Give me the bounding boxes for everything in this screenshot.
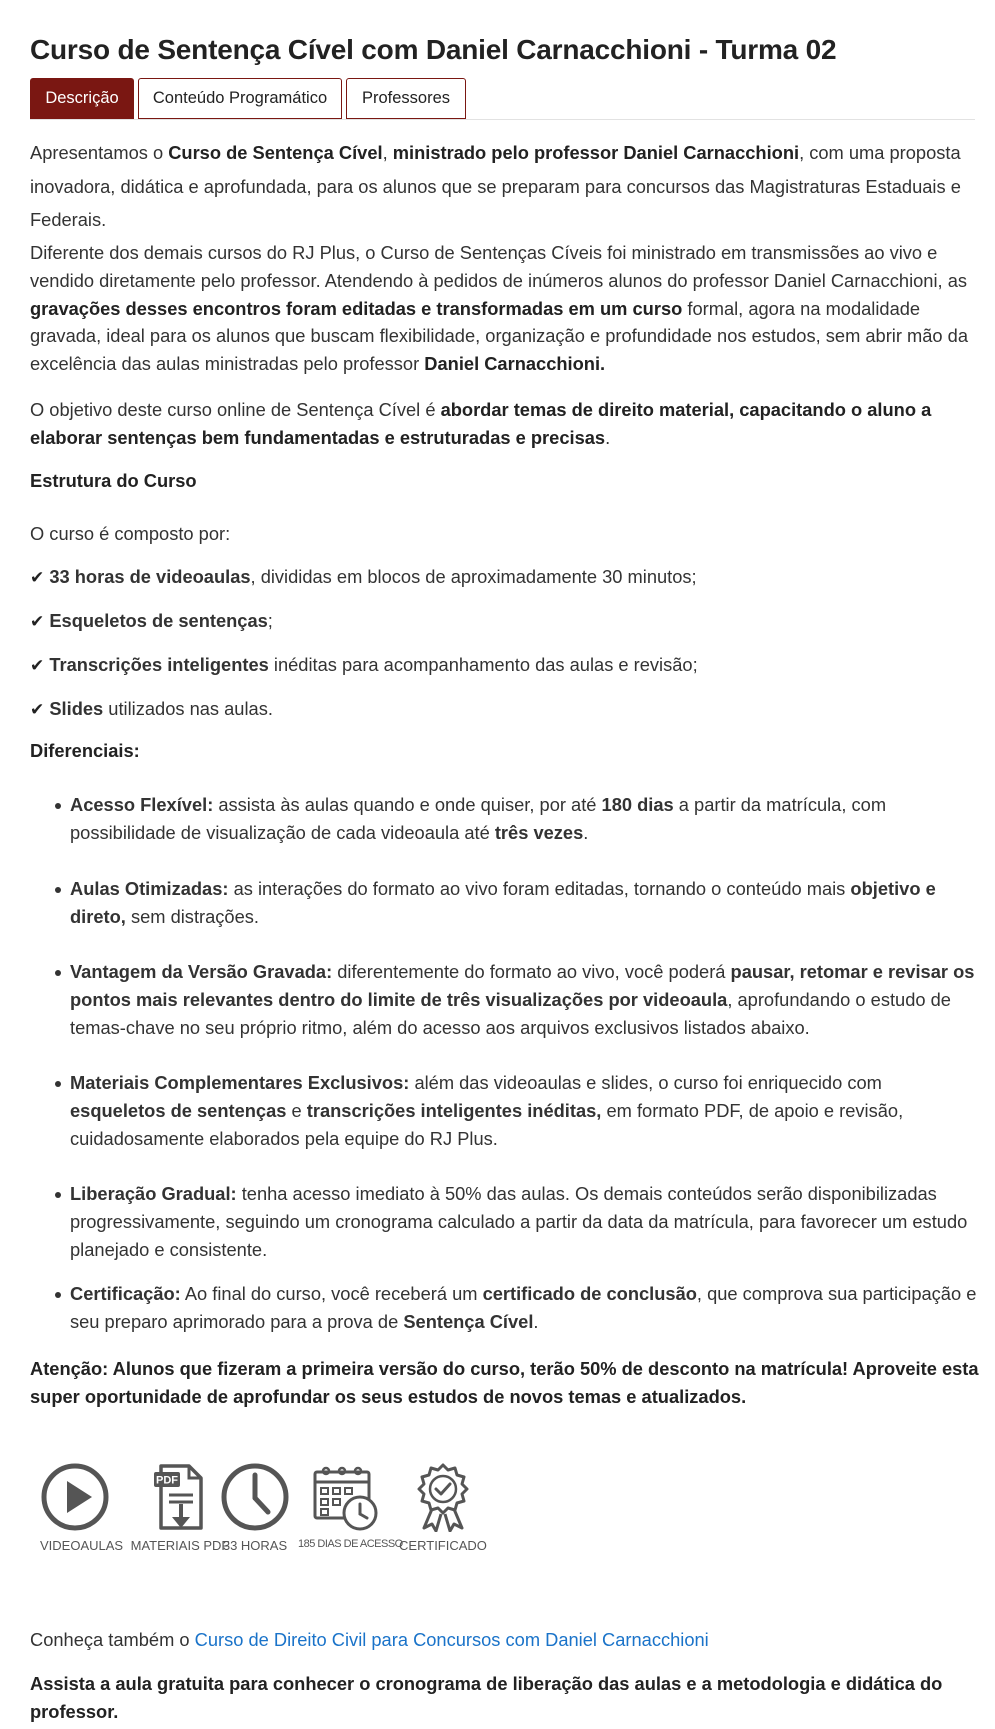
feature-label: VIDEOAULAS <box>40 1538 124 1553</box>
differential-item <box>70 791 980 847</box>
bold-text: pausar, retomar e revisar os pontos mais relevantes dentro do limite de três visualizações por videoaula <box>70 961 975 1010</box>
text: . <box>533 1310 539 1332</box>
bold-text: 180 dias <box>601 794 674 815</box>
direito-civil-course-link[interactable]: Curso de Direito Civil para Concursos com Daniel Carnacchioni <box>194 1629 709 1650</box>
checklist-item <box>30 607 980 636</box>
course-features <box>30 1462 550 1562</box>
bold-text: ministrado pelo professor Daniel Carnacchioni <box>392 142 800 163</box>
differential-item <box>70 875 980 931</box>
text: . <box>605 426 611 448</box>
structure-heading: Estrutura do Curso <box>30 470 197 491</box>
feature-label: 33 HORAS <box>222 1538 288 1553</box>
feature-label: CERTIFICADO <box>399 1538 487 1553</box>
also-see-paragraph <box>30 1626 980 1654</box>
checkmark-icon: ✔ <box>30 700 45 720</box>
text: assista às aulas quando e onde quiser, por até <box>213 794 602 815</box>
clock-icon <box>220 1462 290 1532</box>
text: . <box>583 821 589 843</box>
bold-text: Acesso Flexível: <box>70 794 214 815</box>
bold-text: Slides <box>49 698 104 719</box>
differential-item <box>70 958 980 1041</box>
feature-185-dias <box>298 1462 403 1550</box>
page-title: Curso de Sentença Cível com Daniel Carnacchioni - Turma 02 <box>30 34 837 65</box>
bold-text: Transcrições inteligentes <box>49 654 269 675</box>
text: diferentemente do formato ao vivo, você poderá <box>332 961 731 982</box>
bold-text: certificado de conclusão <box>482 1283 697 1304</box>
intro-paragraph <box>30 136 980 237</box>
bold-text: gravações desses encontros foram editadas e transformadas em um curso <box>30 297 683 319</box>
bold-text: esqueletos de sentenças <box>70 1099 287 1121</box>
tab-professores[interactable]: Professores <box>346 78 466 119</box>
text: , aprofundando o estudo de temas-chave no seu próprio ritmo, além do acesso aos arquivos exclusivos listados abaixo. <box>70 988 951 1038</box>
text: Conheça também o <box>30 1629 195 1650</box>
tab-conteudo-programatico[interactable]: Conteúdo Programático <box>138 78 342 119</box>
text: Ao final do curso, você receberá um <box>180 1283 483 1304</box>
bold-text: transcrições inteligentes inéditas, <box>306 1099 602 1121</box>
differential-item <box>70 1180 980 1263</box>
certificate-badge-icon <box>408 1462 478 1532</box>
bold-text: 33 horas de videoaulas <box>49 566 251 587</box>
text: Apresentamos o <box>30 142 169 163</box>
bold-text: Daniel Carnacchioni. <box>424 353 606 375</box>
feature-videoaulas <box>40 1462 124 1553</box>
text: e <box>286 1099 307 1121</box>
bold-text: três vezes <box>494 821 584 843</box>
objective-paragraph <box>30 396 980 452</box>
feature-label: MATERIAIS PDF <box>130 1538 230 1553</box>
bold-text: objetivo e direto, <box>70 878 936 927</box>
pdf-badge-text: PDF <box>156 1474 178 1487</box>
attention-notice: Atenção: Alunos que fizeram a primeira versão do curso, terão 50% de desconto na matrícula! Aproveite esta super oportunidade de aprofundar os seus estudos de novos temas e atualizados. <box>30 1358 979 1407</box>
history-paragraph <box>30 239 980 378</box>
text: O objetivo deste curso online de Sentença Cível é <box>30 399 441 420</box>
text: , <box>382 142 393 163</box>
feature-33-horas <box>220 1462 290 1553</box>
feature-label: 185 DIAS DE ACESSO <box>298 1538 403 1550</box>
bold-text: Vantagem da Versão Gravada: <box>70 961 333 982</box>
text: Diferente dos demais cursos do RJ Plus, o Curso de Sentenças Cíveis foi ministrado em transmissões ao vivo e vendido diretamente pelo professor. Atendendo à pedidos de inúmeros alunos do professor Daniel Carnacchioni, as <box>30 242 968 291</box>
differential-item <box>70 1069 980 1152</box>
checkmark-icon: ✔ <box>30 612 45 632</box>
text: a partir da matrícula, com possibilidade de visualização de cada videoaula até <box>70 794 887 843</box>
text: sem distrações. <box>125 905 259 927</box>
differentials-heading: Diferenciais: <box>30 740 140 761</box>
checklist-item <box>30 651 980 680</box>
bold-text: Aulas Otimizadas: <box>70 878 229 899</box>
bold-text: Esqueletos de sentenças <box>49 610 268 631</box>
bold-text: Curso de Sentença Cível <box>168 142 383 163</box>
checkmark-icon: ✔ <box>30 656 45 676</box>
bold-text: Materiais Complementares Exclusivos: <box>70 1072 410 1093</box>
text: em formato PDF, de apoio e revisão, cuidadosamente elaborados pela equipe do RJ Plus. <box>70 1099 904 1149</box>
differential-item <box>70 1280 980 1336</box>
text: , divididas em blocos de aproximadamente 30 minutos; <box>250 566 697 587</box>
text: formal, agora na modalidade gravada, ideal para os alunos que buscam flexibilidade, organização e profundidade nos estudos, sem abrir mão da excelência das aulas ministradas pelo professor <box>30 297 969 375</box>
bold-text: Certificação: <box>70 1283 181 1304</box>
feature-certificado <box>398 1462 488 1553</box>
free-class-text: Assista a aula gratuita para conhecer o cronograma de liberação das aulas e a metodologia e didática do professor. <box>30 1673 943 1722</box>
bold-text: abordar temas de direito material, capacitando o aluno a elaborar sentenças bem fundamentadas e estruturadas e precisas <box>30 399 932 448</box>
text: , que comprova sua participação e seu preparo aprimorado para a prova de <box>70 1283 977 1332</box>
calendar-clock-icon <box>311 1462 381 1532</box>
composed-by-text: O curso é composto por: <box>30 523 231 544</box>
text: ; <box>267 610 273 631</box>
tab-bar <box>30 78 975 120</box>
tab-descricao[interactable]: Descrição <box>30 78 134 119</box>
text: inéditas para acompanhamento das aulas e revisão; <box>268 654 698 675</box>
text: utilizados nas aulas. <box>103 698 273 719</box>
bold-text: Liberação Gradual: <box>70 1183 237 1204</box>
play-circle-icon <box>40 1462 110 1532</box>
checklist-item <box>30 695 980 724</box>
checklist-item <box>30 563 980 592</box>
pdf-download-icon <box>145 1462 215 1532</box>
text: além das videoaulas e slides, o curso foi enriquecido com <box>409 1072 882 1093</box>
checkmark-icon: ✔ <box>30 568 45 588</box>
text: , com uma proposta inovadora, didática e aprofundada, para os alunos que se preparam para concursos das Magistraturas Estaduais e Federais. <box>30 142 961 230</box>
text: tenha acesso imediato à 50% das aulas. Os demais conteúdos serão disponibilizadas progressivamente, seguindo um cronograma calculado a partir da data da matrícula, para favorecer um estudo planejado e consistente. <box>70 1183 968 1260</box>
feature-materiais-pdf <box>130 1462 230 1553</box>
text: as interações do formato ao vivo foram editadas, tornando o conteúdo mais <box>228 878 851 899</box>
bold-text: Sentença Cível <box>403 1310 534 1332</box>
